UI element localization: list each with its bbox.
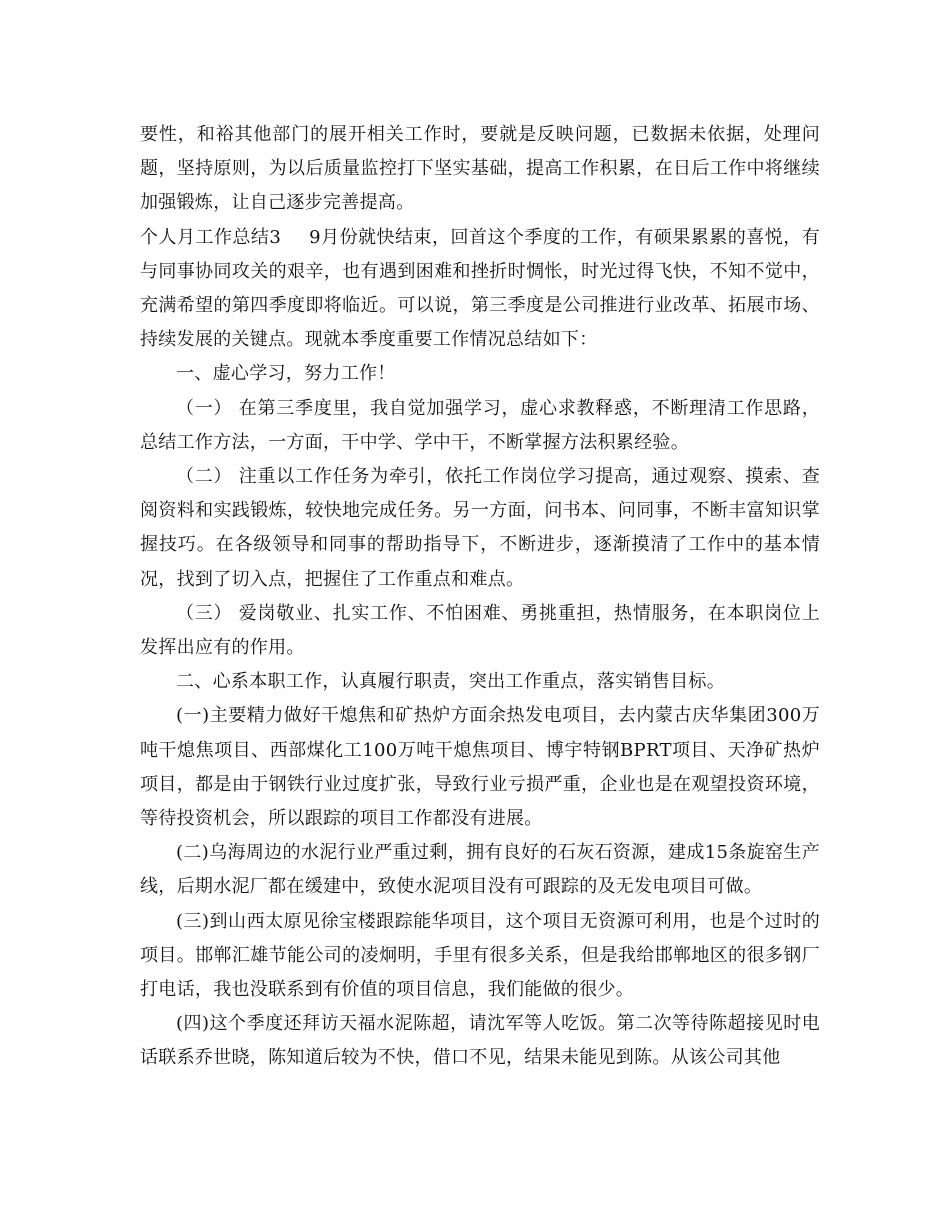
heading-study: 一、虚心学习，努力工作！ xyxy=(176,363,396,385)
paragraph-text: 9月份就快结束，回首这个季度的工作，有硕果累累的喜悦，有与同事协同攻关的艰辛，也有遇到困难和挫折时惆怅，时光过得飞快，不知不觉中，充满希望的第四季度即将临近。可以说，第三季度是公司推进行业改革、拓展市场、持续发展的关键点。现就本季度重要工作情况总结如下： xyxy=(140,226,820,351)
paragraph-duties-4: (四)这个季度还拜访天福水泥陈超，请沈军等人吃饭。第二次等待陈超接见时电话联系乔世晓，陈知道后较为不快，借口不见，结果未能见到陈。从该公司其他 xyxy=(140,1013,820,1069)
heading-duties: 二、心系本职工作，认真履行职责，突出工作重点，落实销售目标。 xyxy=(176,671,725,693)
section-title: 个人月工作总结3 xyxy=(140,226,282,248)
paragraph-study-3: （三） 爱岗敬业、扎实工作、不怕困难、勇挑重担，热情服务，在本职岗位上发挥出应有的作用。 xyxy=(140,602,820,659)
paragraph-continuation: 要性，和裕其他部门的展开相关工作时，要就是反映问题，已数据未依据，处理问题，坚持原则，为以后质量监控打下坚实基础，提高工作积累，在日后工作中将继续加强锻炼，让自己逐步完善提高。 xyxy=(140,124,820,214)
paragraph-summary-intro xyxy=(140,221,820,358)
paragraph-duties-1: (一)主要精力做好干熄焦和矿热炉方面余热发电项目，去内蒙古庆华集团300万吨干熄焦项目、西部煤化工100万吨干熄焦项目、博宇特钢BPRT项目、天净矿热炉项目，都是由于钢铁行业过度扩张，导致行业亏损严重，企业也是在观望投资环境，等待投资机会，所以跟踪的项目工作都没有进展。 xyxy=(140,705,820,830)
document-body xyxy=(140,118,820,1076)
paragraph-duties-3: (三)到山西太原见徐宝楼跟踪能华项目，这个项目无资源可利用，也是个过时的项目。邯郸汇雄节能公司的凌炯明，手里有很多关系，但是我给邯郸地区的很多钢厂打电话，我也没联系到有价值的项目信息，我们能做的很少。 xyxy=(140,910,820,1001)
paragraph-study-2: （二） 注重以工作任务为牵引，依托工作岗位学习提高，通过观察、摸索、查阅资料和实践锻炼，较快地完成任务。另一方面，问书本、问同事，不断丰富知识掌握技巧。在各级领导和同事的帮助指导下，不断进步，逐渐摸清了工作中的基本情况，找到了切入点，把握住了工作重点和难点。 xyxy=(140,466,820,590)
paragraph-study-1: （一） 在第三季度里，我自觉加强学习，虚心求教释惑，不断理清工作思路，总结工作方法，一方面，干中学、学中干，不断掌握方法积累经验。 xyxy=(140,397,820,453)
paragraph-duties-2: (二)乌海周边的水泥行业严重过剩，拥有良好的石灰石资源，建成15条旋窑生产线，后期水泥厂都在缓建中，致使水泥项目没有可跟踪的及无发电项目可做。 xyxy=(140,842,820,898)
